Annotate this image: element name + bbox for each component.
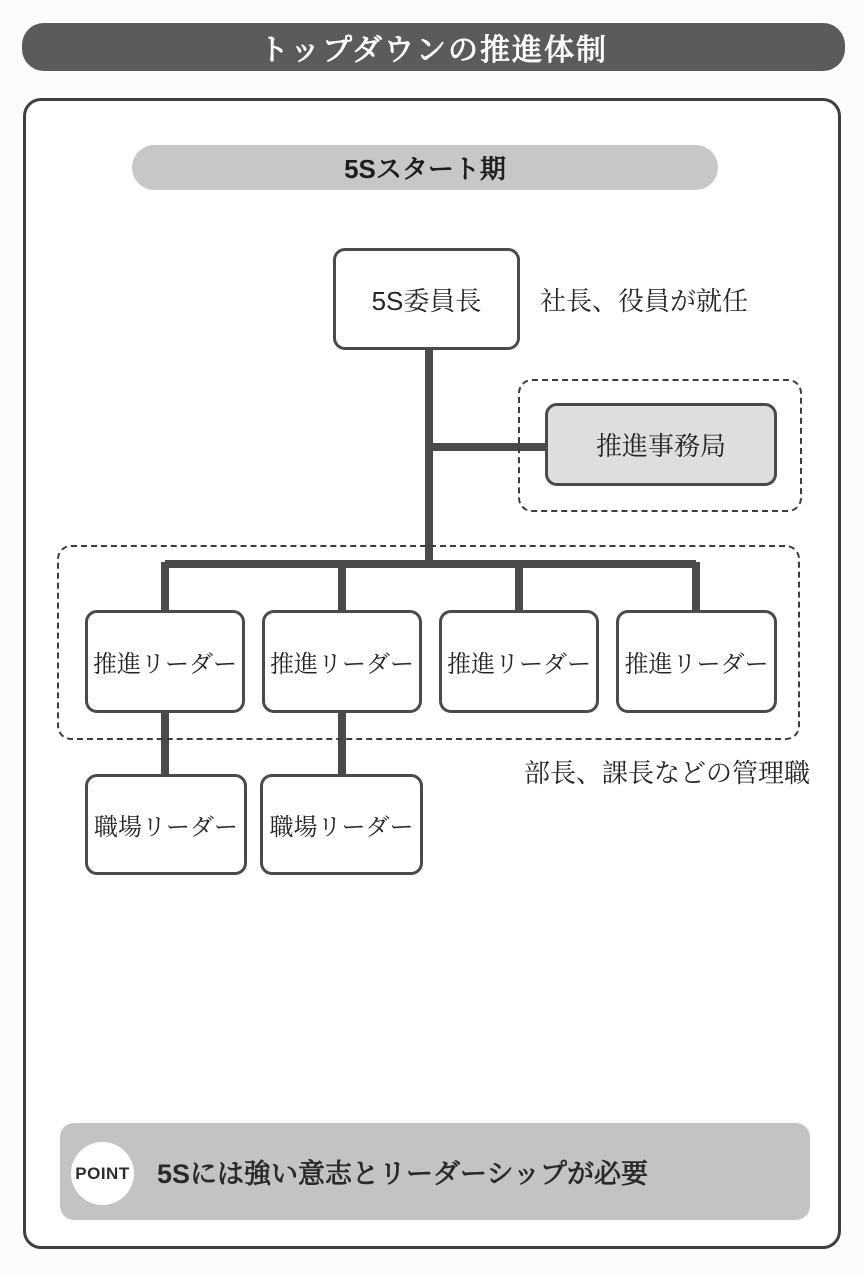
workplace-leader-box [260,774,423,875]
promotion-leader-label: 推進リーダー [93,651,237,678]
point-badge-label: POINT [75,1163,130,1183]
phase-label: 5Sスタート期 [344,154,506,184]
workplace-leader-box [85,774,247,875]
committee-box [333,248,520,350]
promotion-leader-box [616,610,777,713]
point-text-label: 5Sには強い意志とリーダーシップが必要 [157,1159,648,1189]
workplace-leader-label: 職場リーダー [269,814,414,841]
committee-label: 5S委員長 [371,285,482,316]
promotion-leader-box [262,610,422,713]
leaders-note-text: 部長、課長などの管理職 [523,758,810,788]
title-banner [22,23,845,71]
committee-note [540,248,748,350]
phase-pill [132,145,718,190]
point-text [157,1123,648,1220]
point-badge [71,1142,134,1205]
workplace-leader-label: 職場リーダー [94,814,238,841]
page-title: トップダウンの推進体制 [259,34,608,67]
promotion-leader-box [85,610,245,713]
promotion-leader-label: 推進リーダー [447,651,591,678]
promotion-leader-label: 推進リーダー [624,651,769,678]
committee-note-text: 社長、役員が就任 [540,285,749,316]
promotion-leader-label: 推進リーダー [270,651,414,678]
secretariat-label: 推進事務局 [595,431,726,461]
secretariat-box [545,403,777,486]
promotion-leader-box [439,610,599,713]
connector-trunk-line [425,350,433,566]
leaders-note [440,753,810,790]
